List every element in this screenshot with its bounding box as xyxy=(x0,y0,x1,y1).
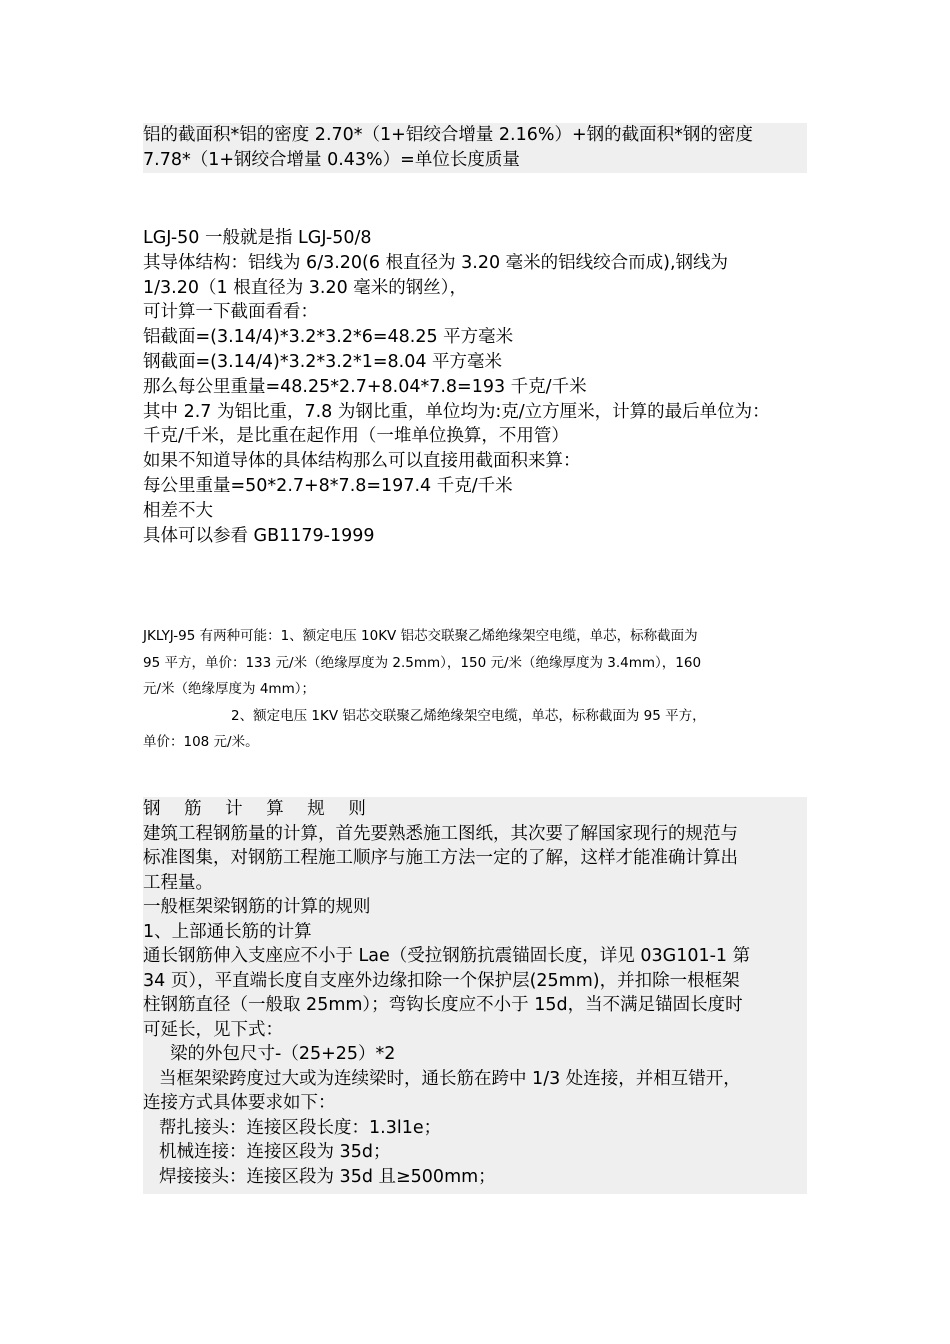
formula-line: 7.78*（1+钢绞合增量 0.43%）=单位长度质量 xyxy=(143,150,520,170)
rebar-line: 工程量。 xyxy=(143,872,213,893)
rebar-line: 连接方式具体要求如下： xyxy=(143,1093,336,1113)
rebar-line: 机械连接：连接区段为 35d； xyxy=(159,1142,391,1162)
jklyj-line: 2、额定电压 1KV 铝芯交联聚乙烯绝缘架空电缆，单芯，标称截面为 95 平方， xyxy=(231,707,706,724)
jklyj-line: 95 平方，单价：133 元/米（绝缘厚度为 2.5mm），150 元/米（绝缘厚度为 3.4mm），160 xyxy=(143,654,702,671)
rebar-line: 焊接接头：连接区段为 35d 且≥500mm； xyxy=(159,1166,496,1187)
rebar-line: 1、上部通长筋的计算 xyxy=(143,921,312,942)
jklyj-block xyxy=(143,623,807,756)
lgj-line: 其导体结构：铝线为 6/3.20(6 根直径为 3.20 毫米的铝线绞合而成),钢线为 xyxy=(143,252,729,273)
formula-block xyxy=(143,123,807,173)
formula-line: 铝的截面积*铝的密度 2.70*（1+铝绞合增量 2.16%）+钢的截面积*钢的密度 xyxy=(143,125,753,145)
lgj-line: 钢截面=(3.14/4)*3.2*3.2*1=8.04 平方毫米 xyxy=(143,351,503,372)
lgj-line: 那么每公里重量=48.25*2.7+8.04*7.8=193 千克/千米 xyxy=(143,376,587,397)
rebar-line: 柱钢筋直径（一般取 25mm）；弯钩长度应不小于 15d，当不满足锚固长度时 xyxy=(143,995,743,1015)
lgj-line: 1/3.20（1 根直径为 3.20 毫米的钢丝）， xyxy=(143,277,468,298)
lgj-line: 如果不知道导体的具体结构那么可以直接用截面积来算： xyxy=(143,451,581,472)
lgj-block xyxy=(143,226,807,548)
lgj-line: 具体可以参看 GB1179-1999 xyxy=(143,525,375,546)
lgj-line: 相差不大 xyxy=(143,500,213,521)
lgj-line: 千克/千米，是比重在起作用（一堆单位换算，不用管） xyxy=(143,426,569,447)
lgj-line: 铝截面=(3.14/4)*3.2*3.2*6=48.25 平方毫米 xyxy=(143,327,514,348)
rebar-line: 可延长，见下式： xyxy=(143,1019,283,1040)
rebar-block xyxy=(143,797,807,1194)
rebar-line: 34 页），平直端长度自支座外边缘扣除一个保护层(25mm)，并扣除一根框架 xyxy=(143,970,740,991)
rebar-line: 梁的外包尺寸-（25+25）*2 xyxy=(170,1044,396,1064)
rebar-title: 钢 筋 计 算 规 则 xyxy=(143,799,375,819)
jklyj-line: 单价：108 元/米。 xyxy=(143,734,259,750)
rebar-line: 帮扎接头：连接区段长度：1.3l1e； xyxy=(159,1117,442,1138)
lgj-line: 每公里重量=50*2.7+8*7.8=197.4 千克/千米 xyxy=(143,475,513,496)
rebar-line: 当框架梁跨度过大或为连续梁时，通长筋在跨中 1/3 处连接，并相互错开， xyxy=(159,1068,741,1089)
rebar-line: 建筑工程钢筋量的计算，首先要熟悉施工图纸，其次要了解国家现行的规范与 xyxy=(143,823,738,844)
lgj-line: 可计算一下截面看看： xyxy=(143,302,318,323)
lgj-line: LGJ-50 一般就是指 LGJ-50/8 xyxy=(143,228,372,248)
jklyj-line: 元/米（绝缘厚度为 4mm）； xyxy=(143,681,315,697)
rebar-line: 通长钢筋伸入支座应不小于 Lae（受拉钢筋抗震锚固长度，详见 03G101-1 第 xyxy=(143,946,751,966)
jklyj-line: JKLYJ-95 有两种可能：1、额定电压 10KV 铝芯交联聚乙烯绝缘架空电缆，单芯，标称截面为 xyxy=(143,628,698,644)
rebar-line: 标准图集，对钢筋工程施工顺序与施工方法一定的了解，这样才能准确计算出 xyxy=(143,848,738,868)
rebar-line: 一般框架梁钢筋的计算的规则 xyxy=(143,897,371,917)
lgj-line: 其中 2.7 为铝比重，7.8 为钢比重，单位均为:克/立方厘米，计算的最后单位为： xyxy=(143,401,770,422)
